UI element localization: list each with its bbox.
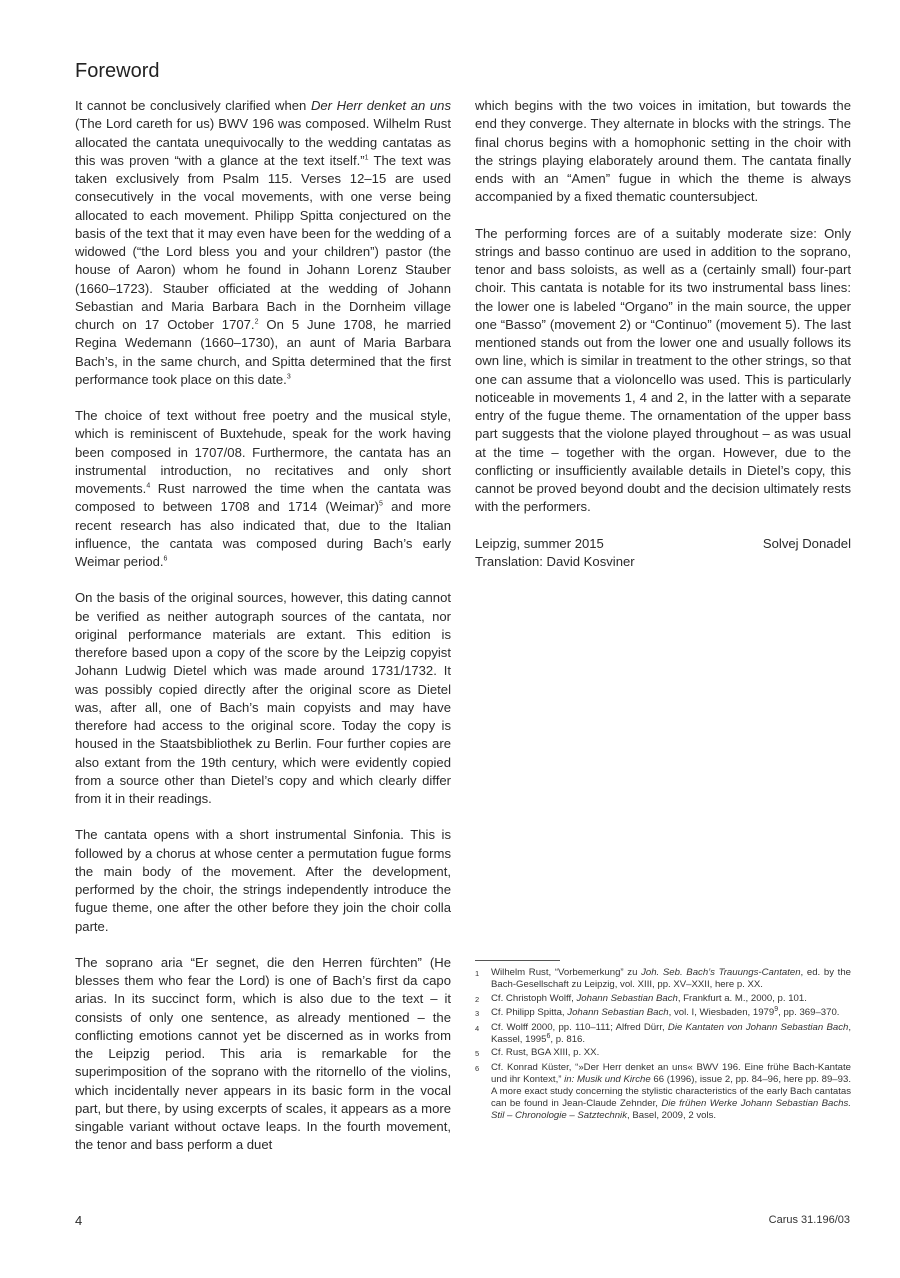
footnote-number: 1	[475, 969, 480, 978]
footnote-text: Cf. Christoph Wolff, Johann Sebastian Bach, Frankfurt a. M., 2000, p. 101.	[491, 992, 807, 1004]
footnote-text: Cf. Konrad Küster, “»Der Herr denket an uns« BWV 196. Eine frühe Bach-Kantate und ihr Kontext,” in: Musik und Kirche 66 (1996), issue 2, pp. 84–96, here pp. 89–93. A more exact study concerning the stylistic characteristics of the early Bach cantatas can be found in Jean-Claude Zehnder, Die frühen Werke Johann Sebastian Bachs. Stil – Chronologie – Satztechnik, Basel, 2009, 2 vols.	[491, 1061, 851, 1121]
footnote	[475, 967, 851, 991]
right-column	[475, 97, 851, 571]
author-name: Solvej Donadel	[762, 535, 851, 551]
footnote	[475, 1007, 851, 1020]
footnote-number: 3	[475, 1009, 480, 1018]
footnotes	[475, 960, 851, 1123]
footnote-rule	[475, 960, 560, 961]
paragraph: The cantata opens with a short instrumental Sinfonia. This is followed by a chorus at whose center a permutation fugue forms the main body of the movement. After the development, performed by the choir, the strings independently introduce the fugue theme, one after the other before they join the choir colla parte.	[75, 827, 451, 934]
translator-credit: Translation: David Kosviner	[475, 553, 635, 569]
footnote-text: Cf. Philipp Spitta, Johann Sebastian Bach, vol. I, Wiesbaden, 1979$^9$, pp. 369–370.	[491, 1005, 840, 1018]
catalog-number: Carus 31.196/03	[768, 1214, 850, 1226]
paragraph: It cannot be conclusively clarified when Der Herr denket an uns (The Lord careth for us) BWV 196 was composed. Wilhelm Rust allocated the cantata unequivocally to the wedding cantatas as this was proven “with a glance at the text itself.”$^1$ The text was taken exclusively from Psalm 115. Verses 12–15 are used consecutively in the vocal movements, with one verse being allocated to each movement. Philipp Spitta conjectured on the basis of the text that it may even have been for the wedding of a widowed (“the Lord bless you and your children”) pastor (the house of Aaron) whom he found in Johann Lorenz Stauber (1660–1723). Stauber officiated at the wedding of Johann Sebastian and Maria Barbara Bach in the Dornheim village church on 17 October 1707.$^2$ On 5 June 1708, he married Regina Wedemann (1660–1730), an aunt of Maria Barbara Bach’s, in the same church, and Spitta determined that the first performance took place on this date.$^3$	[75, 98, 451, 387]
paragraph: On the basis of the original sources, however, this dating cannot be verified as neither autograph sources of the cantata, nor original performance materials are extant. This edition is therefore based upon a copy of the score by the Leipzig copyist Johann Ludwig Dietel which was made around 1731/1732. It was possibly copied directly after the original score as Dietel was, after all, one of Bach’s main copyists and may have therefore had access to the original score. Today the copy is housed in the Staatsbibliothek zu Berlin. Four further copies are also extant from the 19th century, which were evidently copied from a source other than Dietel’s copy and which clearly differ from it in their readings.	[75, 590, 451, 806]
left-column	[75, 97, 451, 1155]
paragraph: The soprano aria “Er segnet, die den Herren fürchten” (He blesses them who fear the Lord) is one of Bach’s first da capo arias. In its succinct form, which is also due to the text – it consists of only one sentence, as already mentioned – the conflicting emotions cannot yet be discerned as in works from the Leipzig period. This aria is remarkable for the superimposition of the soprano with the ritornello of the violins, which incidentally never appears in its basic form in the vocal part, but there, by using excerpts of scales, it appears as a more singable variant without octave leaps. In the fourth movement, the tenor and bass perform a duet	[75, 954, 451, 1153]
footnote	[475, 1047, 851, 1060]
page-number: 4	[75, 1213, 83, 1228]
footnote-number: 2	[475, 994, 480, 1004]
paragraph: The performing forces are of a suitably moderate size: Only strings and basso continuo are used in addition to the soprano, tenor and bass soloists, as well as a (certainly small) four-part choir. This cantata is notable for its two instrumental bass lines: the lower one is labeled “Organo” in the main source, the upper one “Basso” (movement 2) or “Continuo” (movement 5). The last mentioned stands out from the lower one and usually follows its own line, which is similar in treatment to the other strings, so that one can assume that a violoncello was used. This is particularly noticeable in movements 1, 4 and 2, in the latter with a separate entry of the fugue theme. The ornamentation of the upper bass part suggests that the violone played throughout – as was usual at the time – together with the organ. However, due to the conflicting or insufficiently available details in Dietel’s copy, this cannot be proved beyond doubt and the decision ultimately rests with the performers.	[475, 225, 851, 515]
footnote	[475, 1062, 851, 1122]
footnote-number: 5	[475, 1049, 480, 1058]
paragraph: which begins with the two voices in imitation, but towards the end they converge. They alternate in blocks with the strings. The final chorus begins with a homophonic setting in the choir with the strings playing elaborately around them. The cantata finally ends with an “Amen” fugue in which the theme is always accompanied by a fixed thematic countersubject.	[475, 98, 851, 205]
place-date: Leipzig, summer 2015	[475, 535, 604, 551]
paragraph: The choice of text without free poetry and the musical style, which is reminiscent of Buxtehude, speak for the work having been composed in 1707/08. Furthermore, the cantata has an instrumental introduction, no recitatives and only short movements.$^4$ Rust narrowed the time when the cantata was composed to between 1708 and 1714 (Weimar)$^5$ and more recent research has also indicated that, due to the Italian influence, the cantata was composed during Bach’s early Weimar period.$^6$	[75, 408, 451, 569]
footnote-text: Cf. Rust, BGA XIII, p. XX.	[491, 1047, 600, 1058]
footnote-text: Cf. Wolff 2000, pp. 110–111; Alfred Dürr, Die Kantaten von Johann Sebastian Bach, Kassel, 1995$^6$, p. 816.	[491, 1021, 851, 1045]
footnote-number: 4	[475, 1023, 480, 1033]
page-title: Foreword	[75, 60, 160, 82]
footnote-number: 6	[475, 1063, 480, 1073]
signature-row	[475, 535, 851, 553]
footnote	[475, 993, 851, 1006]
footnote-text: Wilhelm Rust, “Vorbemerkung” zu Joh. Seb. Bach’s Trauungs-Cantaten, ed. by the Bach-Gesellschaft zu Leipzig, vol. XIII, pp. XV–XXII, here p. XX.	[491, 967, 851, 990]
footnote	[475, 1022, 851, 1046]
